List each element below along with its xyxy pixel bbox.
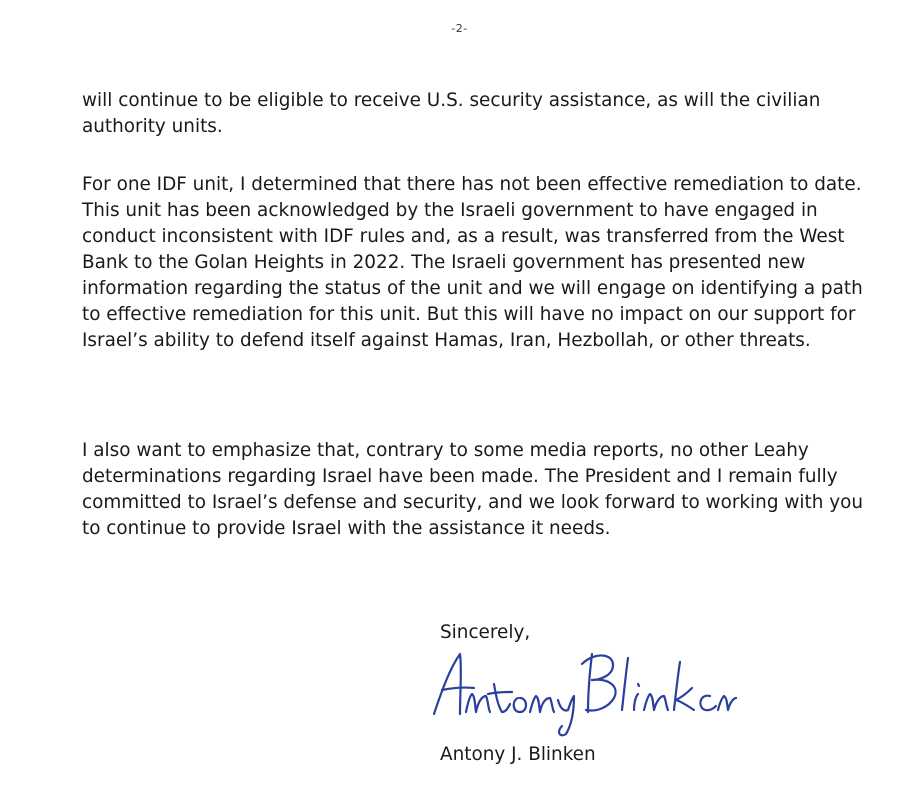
signer-name: Antony J. Blinken	[440, 744, 596, 765]
page-number: -2-	[451, 22, 468, 35]
closing-salutation: Sincerely,	[440, 622, 531, 643]
handwritten-signature	[420, 640, 740, 740]
paragraph-idf-unit: For one IDF unit, I determined that there has not been effective remediation to date. This unit has been acknowledged by the Israeli government to have engaged in conduct inconsistent with IDF rules and, as a result, was transferred from the West Bank to the Golan Heights in 2022. The Israeli government has presented new information regarding the status of the unit and we will engage on identifying a path to effective remediation for this unit. But this will have no impact on our support for Israel’s ability to defend itself against Hamas, Iran, Hezbollah, or other threats.	[82, 174, 863, 351]
signature-image	[420, 640, 740, 740]
paragraph-continuation: will continue to be eligible to receive U.S. security assistance, as will the civilian authority units.	[82, 90, 821, 137]
paragraph-leahy-determinations: I also want to emphasize that, contrary to some media reports, no other Leahy determinations regarding Israel have been made. The President and I remain fully committed to Israel’s defense and security, and we look forward to working with you to continue to provide Israel with the assistance it needs.	[82, 440, 864, 539]
